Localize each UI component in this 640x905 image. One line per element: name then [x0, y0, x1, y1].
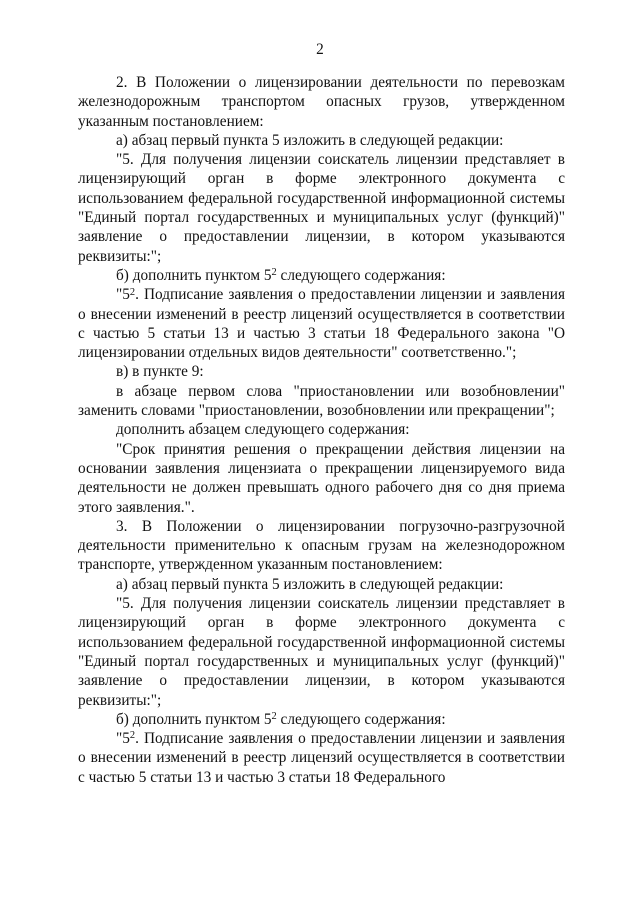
paragraph: дополнить абзацем следующего содержания:	[116, 421, 410, 439]
superscript: 2	[129, 730, 136, 742]
document-body	[78, 73, 565, 787]
paragraph: "5. Для получения лицензии соискатель лицензии представляет в лицензирующий орган в форме электронного документа с использованием федеральной государственной информационной системы "Единый портал государственных и муниципальных услуг (функций)" заявление о предоставлении лицензии, в котором указываются реквизиты:";	[78, 595, 565, 709]
superscript: 2	[271, 267, 277, 279]
paragraph: "Срок принятия решения о прекращении действия лицензии на основании заявления лицензиата о прекращении лицензируемого вида деятельности не должен превышать одного рабочего дня со дня приема этого заявления.".	[78, 440, 565, 516]
paragraph	[78, 266, 565, 285]
superscript: 2	[129, 286, 136, 298]
paragraph: в) в пункте 9:	[116, 363, 204, 381]
paragraph	[78, 729, 565, 787]
paragraph-text: следующего содержания:	[276, 266, 446, 284]
paragraph-text: б) дополнить пунктом 5	[116, 710, 272, 728]
paragraph: а) абзац первый пункта 5 изложить в следующей редакции:	[116, 575, 504, 593]
paragraph: 2. В Положении о лицензировании деятельности по перевозкам железнодорожным транспортом опасных грузов, утвержденном указанным постановлением:	[78, 74, 565, 130]
paragraph-text: . Подписание заявления о предоставлении лицензии и заявления о внесении изменений в реестр лицензий осуществляется в соответствии с частью 5 статьи 13 и частью 3 статьи 18 Федерального закона "О лицензировании отдельных видов деятельности" соответственно.";	[78, 286, 565, 362]
paragraph	[78, 285, 565, 362]
paragraph: "5. Для получения лицензии соискатель лицензии представляет в лицензирующий орган в форме электронного документа с использованием федеральной государственной информационной системы "Единый портал государственных и муниципальных услуг (функций)" заявление о предоставлении лицензии, в котором указываются реквизиты:";	[78, 151, 565, 265]
paragraph-text: б) дополнить пунктом 5	[116, 266, 272, 284]
paragraph: а) абзац первый пункта 5 изложить в следующей редакции:	[116, 131, 504, 149]
paragraph-text: . Подписание заявления о предоставлении лицензии и заявления о внесении изменений в реестр лицензий осуществляется в соответствии с частью 5 статьи 13 и частью 3 статьи 18 Федерального	[78, 730, 565, 786]
superscript: 2	[271, 711, 277, 723]
paragraph: в абзаце первом слова "приостановлении или возобновлении" заменить словами "приостановлении, возобновлении или прекращении";	[78, 382, 565, 420]
paragraph-text: "5	[116, 730, 130, 748]
paragraph-text: "5	[116, 286, 130, 304]
paragraph-text: следующего содержания:	[276, 710, 446, 728]
page-number: 2	[316, 41, 324, 58]
paragraph: 3. В Положении о лицензировании погрузочно-разгрузочной деятельности применительно к опасным грузам на железнодорожном транспорте, утвержденном указанным постановлением:	[78, 517, 565, 574]
paragraph	[78, 710, 565, 729]
